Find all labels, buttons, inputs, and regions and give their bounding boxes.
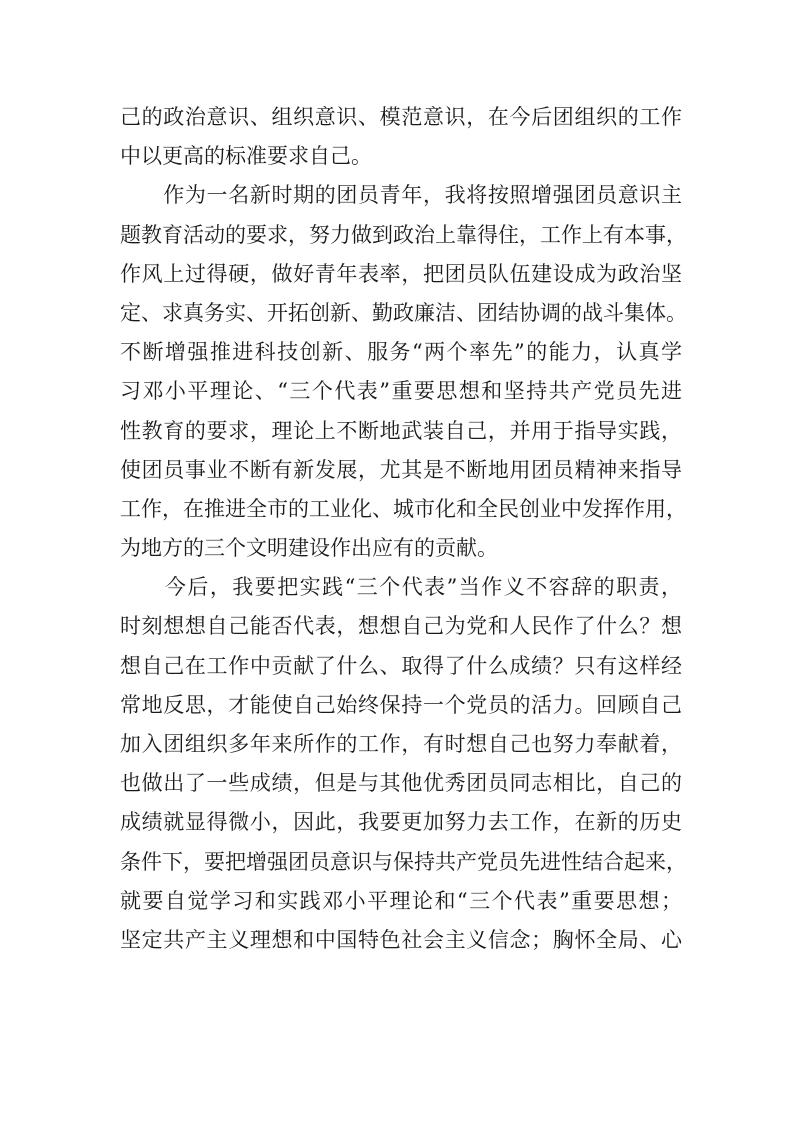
- body-text: [120, 98, 687, 960]
- text-line: 时刻想想自己能否代表，想想自己为党和人民作了什么？想: [120, 614, 682, 639]
- text-line: 也做出了一些成绩，但是与其他优秀团员同志相比，自己的: [120, 771, 682, 796]
- text-line: 今后，我要把实践“三个代表”当作义不容辞的职责，: [120, 575, 682, 600]
- text-line: 习邓小平理论、“三个代表”重要思想和坚持共产党员先进: [120, 379, 682, 404]
- text-line: 己的政治意识、组织意识、模范意识，在今后团组织的工作: [120, 105, 682, 129]
- text-line: 成绩就显得微小，因此，我要更加努力去工作，在新的历史: [120, 810, 682, 835]
- text-line: 坚定共产主义理想和中国特色社会主义信念；胸怀全局、心: [120, 927, 682, 952]
- text-line: 定、求真务实、开拓创新、勤政廉洁、团结协调的战斗集体。: [120, 300, 687, 325]
- text-line: 不断增强推进科技创新、服务“两个率先”的能力，认真学: [120, 340, 682, 365]
- text-line: 工作，在推进全市的工业化、城市化和全民创业中发挥作用，: [120, 496, 687, 521]
- text-line: 作风上过得硬，做好青年表率，把团员队伍建设成为政治坚: [120, 261, 682, 286]
- text-line: 加入团组织多年来所作的工作，有时想自己也努力奉献着，: [120, 732, 682, 756]
- text-line: 中以更高的标准要求自己。: [120, 144, 372, 169]
- text-line: 性教育的要求，理论上不断地武装自己，并用于指导实践，: [120, 418, 682, 443]
- text-line: 使团员事业不断有新发展，尤其是不断地用团员精神来指导: [120, 457, 682, 482]
- text-line: 就要自觉学习和实践邓小平理论和“三个代表”重要思想；: [120, 888, 682, 913]
- text-line: 想自己在工作中贡献了什么、取得了什么成绩？只有这样经: [120, 653, 682, 678]
- text-line: 常地反思，才能使自己始终保持一个党员的活力。回顾自己: [120, 692, 682, 717]
- text-line: 为地方的三个文明建设作出应有的贡献。: [120, 536, 498, 561]
- text-line: 条件下，要把增强团员意识与保持共产党员先进性结合起来，: [120, 849, 687, 874]
- text-line: 作为一名新时期的团员青年，我将按照增强团员意识主: [120, 183, 682, 208]
- text-line: 题教育活动的要求，努力做到政治上靠得住，工作上有本事，: [120, 222, 687, 247]
